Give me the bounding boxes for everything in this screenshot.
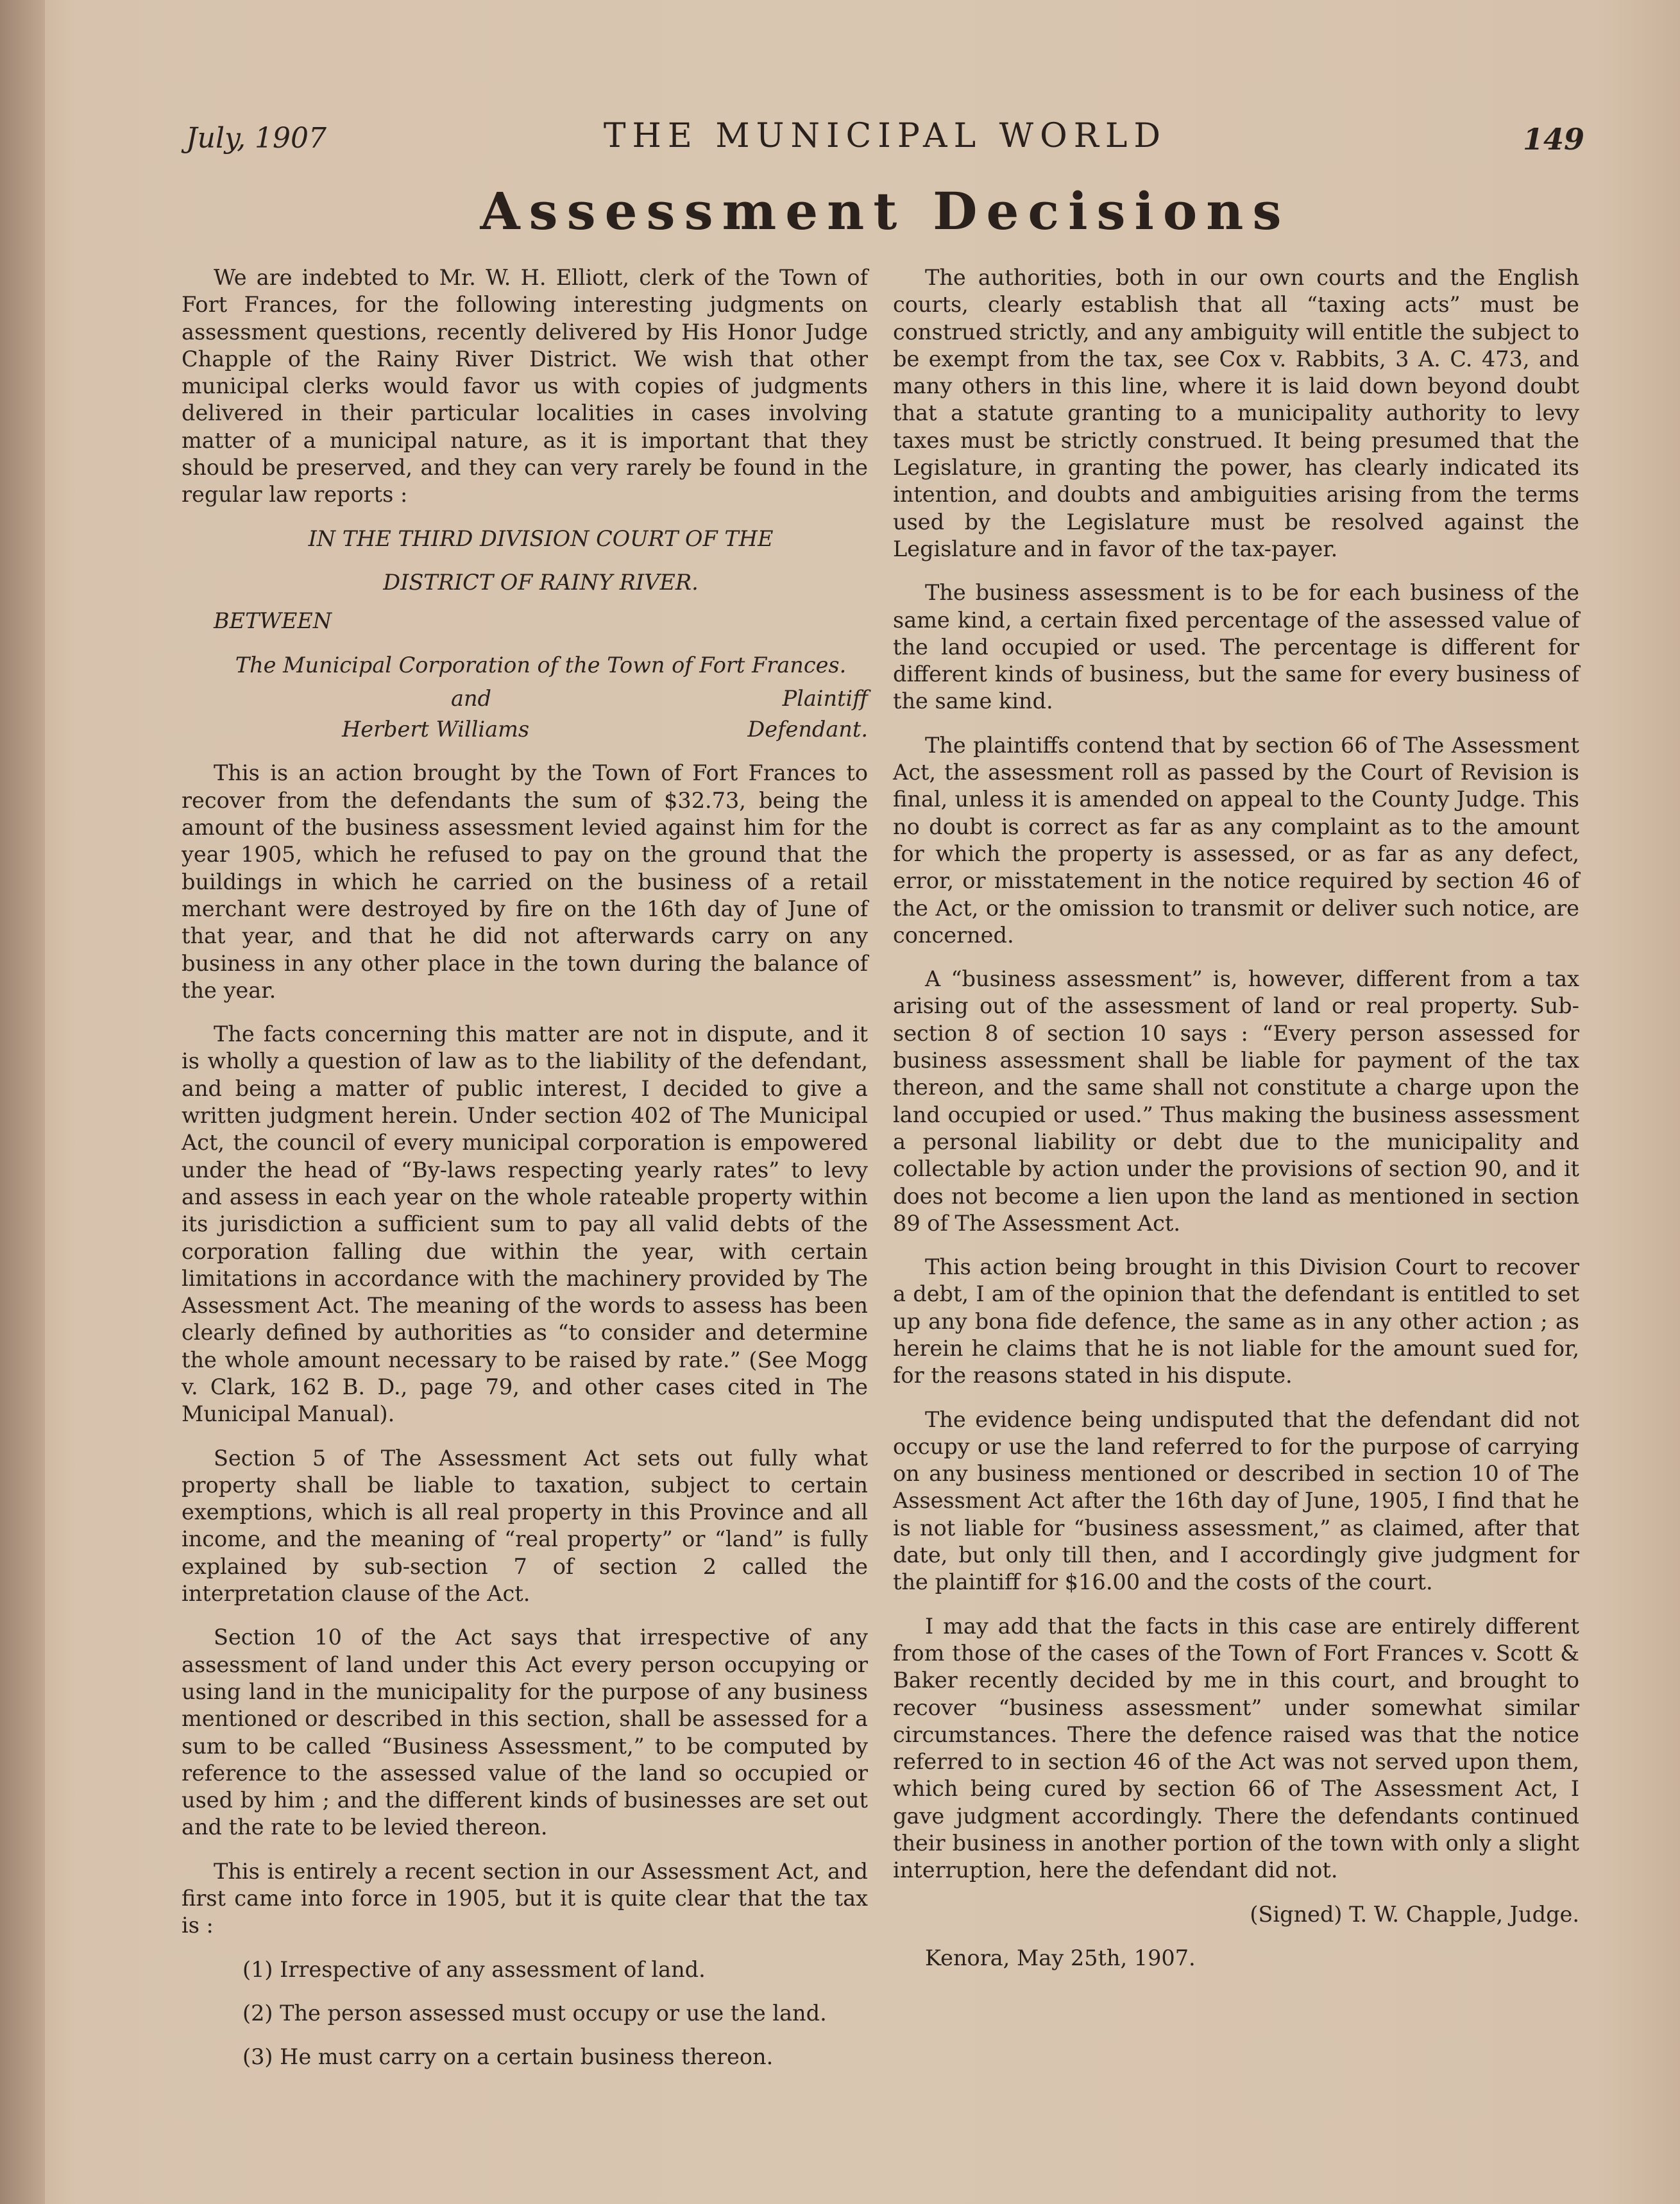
paragraph: The evidence being undisputed that the defendant did not occupy or use the land referred to for the purpose of carrying on any business mentioned or described in section 10 of The Assessment Act after the 16th day of June, 1905, I find that he is not liable for “business assessment,” as claimed, after that date, but only till then, and I accordingly give judgment for the plaintiff for $16.00 and the costs of the court. [893,1406,1579,1595]
list-item: (1) Irrespective of any assessment of land. [242,1956,706,1982]
binding-edge [0,0,45,2204]
page-number: 149 [1522,122,1584,157]
paragraph: The authorities, both in our own courts and the English courts, clearly establish that all “taxing acts” must be construed strictly, and any ambiguity will entitle the subject to be exempt from the tax, see Cox v. Rabbits, 3 A. C. 473, and many others in this line, where it is laid down beyond doubt that a statute granting to a municipality authority to levy taxes must be strictly construed. It being presumed that the Legislature, in granting the power, has clearly indicated its intention, and doubts and ambiguities arising from the terms used by the Legislature must be resolved against the Legislature and in favor of the tax-payer. [893,265,1579,561]
left-column [182,264,868,2088]
paragraph: The facts concerning this matter are not in dispute, and it is wholly a question of law as to the liability of the defendant, and being a matter of public interest, I decided to give a written judgment herein. Under section 402 of The Municipal Act, the council of every municipal corporation is empowered under the head of “By-laws respecting yearly rates” to levy and assess in each year on the whole rateable property within its jurisdiction a sufficient sum to pay all valid debts of the corporation falling due within the year, with certain limitations in accordance with the machinery provided by The Assessment Act. The meaning of the words to assess has been clearly defined by authorities as “to consider and determine the whole amount necessary to be raised by rate.” (See Mogg v. Clark, 162 B. D., page 79, and other cases cited in The Municipal Manual). [182,1021,868,1427]
paragraph: I may add that the facts in this case are entirely different from those of the cases of the Town of Fort Frances v. Scott & Baker recently decided by me in this court, and brought to recover “business assessment” under somewhat similar circumstances. There the defence raised was that the notice referred to in section 46 of the Act was not served upon them, which being cured by section 66 of The Assessment Act, I gave judgment accordingly. There the defendants continued their business in another portion of the town with only a slight interruption, here the defendant did not. [893,1613,1579,1883]
right-column [893,264,1579,1988]
between-label: BETWEEN [214,608,332,634]
defendant-row [182,716,868,743]
plaintiff-name: The Municipal Corporation of the Town of Fort Frances. [235,652,847,678]
defendant-label: Defendant. [747,717,868,742]
header-date: July, 1907 [186,122,327,155]
court-line-1: IN THE THIRD DIVISION COURT OF THE [308,525,774,551]
paragraph: This action being brought in this Division Court to recover a debt, I am of the opinion that the defendant is entitled to set up any bona fide defence, the same as in any other action ; as herein he claims that he is not liable for the amount sued for, for the reasons stated in his dispute. [893,1254,1579,1388]
paragraph: The business assessment is to be for each business of the same kind, a certain fixed percentage of the assessed value of the land occupied or used. The percentage is different for different kinds of business, but the same for every business of the same kind. [893,580,1579,714]
list-item: (3) He must carry on a certain business thereon. [242,2044,774,2070]
journal-title: THE MUNICIPAL WORLD [603,117,1167,155]
paragraph: A “business assessment” is, however, different from a tax arising out of the assessment of land or real property. Sub-section 8 of section 10 says : “Every person assessed for business assessment shall be liable for payment of the tax thereon, and the same shall not constitute a charge upon the land occupied or used.” Thus making the business assessment a personal liability or debt due to the municipality and collectable by action under the provisions of section 90, and it does not become a lien upon the land as mentioned in section 89 of The Assessment Act. [893,966,1579,1236]
plaintiff-row [182,685,868,712]
paragraph: This is entirely a recent section in our Assessment Act, and first came into force in 1905, but it is quite clear that the tax is : [182,1858,868,1938]
plaintiff-label: Plaintiff [782,685,868,711]
paragraph: The plaintiffs contend that by section 66 of The Assessment Act, the assessment roll as passed by the Court of Revision is final, unless it is amended on appeal to the County Judge. This no doubt is correct as far as any complaint as to the amount for which the property is assessed, or as far as any defect, error, or misstatement in the notice required by section 46 of the Act, or the omission to transmit or deliver such notice, are concerned. [893,732,1579,948]
defendant-name: Herbert Williams [342,717,530,742]
intro-paragraph: We are indebted to Mr. W. H. Elliott, clerk of the Town of Fort Frances, for the following interesting judgments on assessment questions, recently delivered by His Honor Judge Chapple of the Rainy River District. We wish that other municipal clerks would favor us with copies of judgments delivered in their particular localities in cases involving matter of a municipal nature, as it is important that they should be preserved, and they can very rarely be found in the regular law reports : [182,265,868,508]
list-item: (2) The person assessed must occupy or use the land. [242,2000,827,2026]
dateline: Kenora, May 25th, 1907. [925,1945,1196,1970]
court-line-2: DISTRICT OF RAINY RIVER. [383,569,699,595]
paragraph: Section 10 of the Act says that irrespective of any assessment of land under this Act every person occupying or using land in the municipality for the purpose of any business mentioned or described in this section, shall be assessed for a sum to be called “Business Assessment,” to be computed by reference to the assessed value of the land so occupied or used by him ; and the different kinds of businesses are set out and the rate to be levied thereon. [182,1625,868,1840]
and-label: and [451,685,491,711]
paragraph: Section 5 of The Assessment Act sets out fully what property shall be liable to taxation, subject to certain exemptions, which is all real property in this Province and all income, and the meaning of “real property” or “land” is fully explained by sub-section 7 of section 2 called the interpretation clause of the Act. [182,1445,868,1607]
signature-line: (Signed) T. W. Chapple, Judge. [1250,1901,1579,1927]
article-title: Assessment Decisions [480,181,1291,241]
paragraph: This is an action brought by the Town of Fort Frances to recover from the defendants the sum of $32.73, being the amount of the business assessment levied against him for the year 1905, which he refused to pay on the ground that the buildings in which he carried on the business of a retail merchant were destroyed by fire on the 16th day of June of that year, and that he did not afterwards carry on any business in any other place in the town during the balance of the year. [182,760,868,1003]
running-header [186,117,1584,162]
